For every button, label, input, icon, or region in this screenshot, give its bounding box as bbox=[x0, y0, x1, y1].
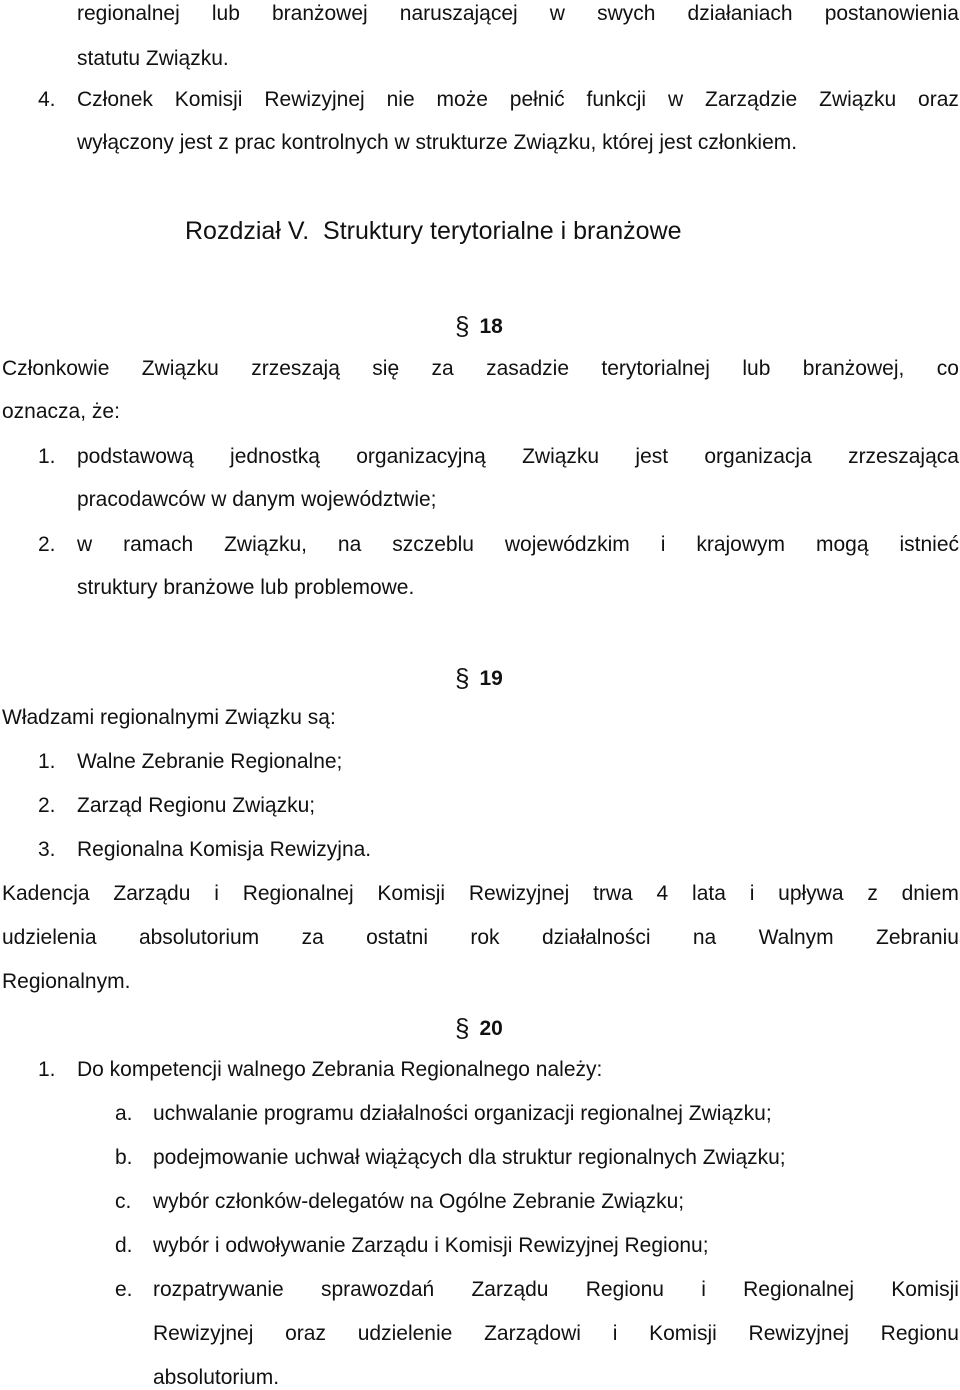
word: w bbox=[549, 2, 565, 25]
item-number: 1. bbox=[38, 445, 56, 468]
s19-intro: Władzami regionalnymi Związku są: bbox=[2, 706, 336, 729]
word: zrzeszająca bbox=[848, 445, 959, 468]
word: Regionalnej bbox=[743, 1278, 855, 1301]
word: pełnić bbox=[509, 88, 565, 111]
s20-subitem-e-line-3: absolutorium. bbox=[153, 1366, 280, 1389]
word: i bbox=[701, 1278, 706, 1301]
section-19-heading bbox=[455, 664, 503, 691]
word: udzielenia bbox=[2, 926, 97, 949]
word: rozpatrywanie bbox=[153, 1278, 284, 1301]
s18-intro-line-2: oznacza, że: bbox=[2, 400, 120, 423]
word: lub bbox=[742, 357, 771, 380]
word: rok bbox=[470, 926, 500, 949]
word: 4 bbox=[656, 882, 669, 905]
s20-subitem-e-line-2 bbox=[153, 1322, 959, 1346]
word: Walnym bbox=[758, 926, 834, 949]
s18-item-2-line-1 bbox=[77, 533, 959, 557]
section-number: 20 bbox=[479, 1017, 503, 1040]
word: Regionalnej bbox=[242, 882, 354, 905]
word: Zebraniu bbox=[876, 926, 959, 949]
s20-subitem: wybór i odwoływanie Zarządu i Komisji Rewizyjnej Regionu; bbox=[153, 1234, 709, 1257]
word: Zarządzie bbox=[705, 88, 798, 111]
word: Rewizyjnej bbox=[153, 1322, 254, 1345]
item-number: 3. bbox=[38, 838, 56, 861]
word: absolutorium bbox=[138, 926, 260, 949]
word: sprawozdań bbox=[320, 1278, 435, 1301]
word: zasadzie bbox=[486, 357, 570, 380]
word: zrzeszają bbox=[251, 357, 340, 380]
item-number: 1. bbox=[38, 750, 56, 773]
word: lata bbox=[692, 882, 726, 905]
word: za bbox=[301, 926, 324, 949]
item-number: 1. bbox=[38, 1058, 56, 1081]
s20-item-1: Do kompetencji walnego Zebrania Regionalnego należy: bbox=[77, 1058, 603, 1081]
subitem-letter: e. bbox=[115, 1278, 133, 1301]
item-number: 4. bbox=[38, 88, 56, 111]
word: ramach bbox=[123, 533, 194, 556]
word: nie bbox=[386, 88, 415, 111]
word: Rewizyjnej bbox=[748, 1322, 849, 1345]
subitem-letter: d. bbox=[115, 1234, 133, 1257]
word: Regionu bbox=[880, 1322, 959, 1345]
s18-intro-line-1 bbox=[2, 357, 959, 381]
word: może bbox=[436, 88, 488, 111]
word: z bbox=[867, 882, 878, 905]
word: organizacyjną bbox=[356, 445, 486, 468]
word: się bbox=[372, 357, 400, 380]
kadencja-line-2 bbox=[2, 926, 959, 950]
word: i bbox=[214, 882, 219, 905]
chapter-title: Rozdział V. Struktury terytorialne i branżowe bbox=[185, 217, 682, 245]
item-number: 2. bbox=[38, 794, 56, 817]
word: postanowienia bbox=[824, 2, 959, 25]
word: mogą bbox=[815, 533, 869, 556]
section-symbol: § bbox=[455, 311, 470, 341]
subitem-letter: c. bbox=[115, 1190, 132, 1213]
word: Komisji bbox=[649, 1322, 717, 1345]
kadencja-line-1 bbox=[2, 882, 959, 906]
word: udzielenie bbox=[357, 1322, 453, 1345]
section-number: 19 bbox=[479, 667, 503, 690]
word: na bbox=[337, 533, 362, 556]
s19-item: Zarząd Regionu Związku; bbox=[77, 794, 316, 817]
word: terytorialnej bbox=[601, 357, 710, 380]
s20-subitem: uchwalanie programu działalności organizacji regionalnej Związku; bbox=[153, 1102, 772, 1125]
word: organizacja bbox=[704, 445, 812, 468]
word: Komisji bbox=[377, 882, 446, 905]
item-4-line-1 bbox=[77, 88, 959, 112]
word: działaniach bbox=[687, 2, 793, 25]
word: za bbox=[431, 357, 454, 380]
s20-subitem: podejmowanie uchwał wiążących dla struktur regionalnych Związku; bbox=[153, 1146, 786, 1169]
word: Związku bbox=[141, 357, 219, 380]
word: upływa bbox=[778, 882, 844, 905]
word: w bbox=[77, 533, 93, 556]
s19-item: Regionalna Komisja Rewizyjna. bbox=[77, 838, 372, 861]
word: Związku bbox=[522, 445, 600, 468]
s18-item-1-line-1 bbox=[77, 445, 959, 469]
word: branżowej bbox=[271, 2, 368, 25]
word: co bbox=[936, 357, 959, 380]
word: regionalnej bbox=[77, 2, 180, 25]
subitem-letter: a. bbox=[115, 1102, 133, 1125]
s18-item-1-line-2: pracodawców w danym województwie; bbox=[77, 488, 437, 511]
word: Rewizyjnej bbox=[468, 882, 570, 905]
word: Członek bbox=[77, 88, 153, 111]
word: swych bbox=[597, 2, 656, 25]
section-symbol: § bbox=[455, 663, 470, 693]
s20-subitem: wybór członków-delegatów na Ogólne Zebranie Związku; bbox=[153, 1190, 685, 1213]
section-18-heading bbox=[455, 312, 503, 339]
kadencja-line-3: Regionalnym. bbox=[2, 970, 131, 993]
top-line-2: statutu Związku. bbox=[77, 47, 229, 70]
word: podstawową bbox=[77, 445, 194, 468]
s18-item-2-line-2: struktury branżowe lub problemowe. bbox=[77, 576, 415, 599]
word: oraz bbox=[285, 1322, 326, 1345]
word: branżowej, bbox=[802, 357, 905, 380]
word: Zarządowi bbox=[484, 1322, 581, 1345]
word: Związku bbox=[819, 88, 897, 111]
word: ostatni bbox=[366, 926, 428, 949]
item-4-line-2: wyłączony jest z prac kontrolnych w strukturze Związku, której jest członkiem. bbox=[77, 131, 798, 154]
word: trwa bbox=[593, 882, 633, 905]
section-20-heading bbox=[455, 1014, 503, 1041]
word: i bbox=[660, 533, 666, 556]
word: funkcji bbox=[586, 88, 647, 111]
word: Rewizyjnej bbox=[264, 88, 365, 111]
word: Członkowie bbox=[2, 357, 110, 380]
word: Komisji bbox=[891, 1278, 959, 1301]
word: jednostką bbox=[230, 445, 320, 468]
s20-subitem-e-line-1 bbox=[153, 1278, 959, 1302]
word: Komisji bbox=[174, 88, 243, 111]
word: dniem bbox=[901, 882, 959, 905]
subitem-letter: b. bbox=[115, 1146, 133, 1169]
s19-item: Walne Zebranie Regionalne; bbox=[77, 750, 343, 773]
word: Zarządu bbox=[471, 1278, 549, 1301]
word: oraz bbox=[918, 88, 959, 111]
word: Związku, bbox=[224, 533, 307, 556]
word: i bbox=[612, 1322, 618, 1345]
word: i bbox=[749, 882, 755, 905]
word: w bbox=[667, 88, 684, 111]
section-number: 18 bbox=[479, 315, 503, 338]
word: szczeblu bbox=[392, 533, 474, 556]
word: jest bbox=[635, 445, 669, 468]
section-symbol: § bbox=[455, 1013, 470, 1043]
top-line-1 bbox=[77, 2, 959, 26]
word: działalności bbox=[541, 926, 651, 949]
item-number: 2. bbox=[38, 533, 56, 556]
word: lub bbox=[211, 2, 240, 25]
word: naruszającej bbox=[399, 2, 518, 25]
word: Regionu bbox=[585, 1278, 664, 1301]
word: Zarządu bbox=[113, 882, 191, 905]
word: Kadencja bbox=[2, 882, 90, 905]
word: na bbox=[692, 926, 717, 949]
word: krajowym bbox=[696, 533, 786, 556]
word: istnieć bbox=[899, 533, 959, 556]
word: wojewódzkim bbox=[504, 533, 630, 556]
